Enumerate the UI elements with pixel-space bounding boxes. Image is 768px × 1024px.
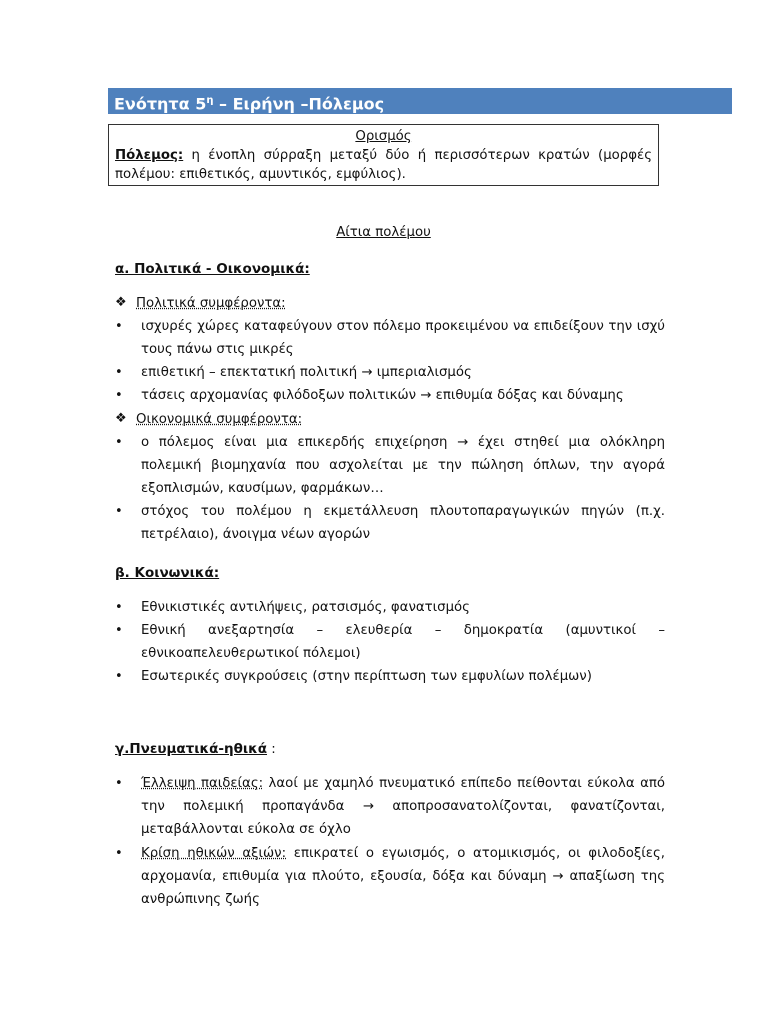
section-c-title-line bbox=[115, 738, 665, 761]
bullet-icon: • bbox=[115, 669, 123, 684]
section-header bbox=[108, 88, 732, 114]
four-diamond-icon: ❖ bbox=[115, 411, 127, 426]
definition-title: Ορισμός bbox=[355, 129, 412, 144]
causes-title: Αίτια πολέμου bbox=[336, 225, 431, 240]
bullet-icon: • bbox=[115, 504, 123, 519]
definition-box bbox=[108, 124, 659, 186]
item-term: Έλλειψη παιδείας: bbox=[141, 776, 264, 791]
bullet-icon: • bbox=[115, 600, 123, 615]
list-item: ισχυρές χώρες καταφεύγουν στον πόλεμο προκειμένου να επιδείξουν την ισχύ τους πάνω στις μικρές bbox=[141, 319, 665, 357]
section-a-sub1: Πολιτικά συμφέροντα: bbox=[136, 296, 286, 311]
list-item bbox=[141, 772, 665, 841]
bullet-icon: • bbox=[115, 365, 123, 380]
bullet-icon: • bbox=[115, 435, 123, 450]
list-item: στόχος του πολέμου η εκμετάλλευση πλουτοπαραγωγικών πηγών (π.χ. πετρέλαιο), άνοιγμα νέων αγορών bbox=[141, 504, 665, 542]
item-text: λαοί με χαμηλό πνευματικό επίπεδο πείθονται εύκολα από την πολεμική προπαγάνδα → αποπροσανατολίζονται, φανατίζονται, μεταβάλλονται εύκολα σε όχλο bbox=[141, 776, 665, 837]
definition-text bbox=[115, 146, 652, 184]
section-c-colon: : bbox=[267, 742, 276, 757]
section-a-sub2: Οικονομικά συμφέροντα: bbox=[136, 412, 303, 427]
definition-body: η ένοπλη σύρραξη μεταξύ δύο ή περισσότερων κρατών (μορφές πολέμου: επιθετικός, αμυντικός, εμφύλιος). bbox=[115, 148, 652, 182]
section-c-title: γ.Πνευματικά-ηθικά bbox=[115, 741, 268, 757]
header-title-rest: – Ειρήνη –Πόλεμος bbox=[213, 94, 385, 114]
section-a-title: α. Πολιτικά - Οικονομικά: bbox=[115, 261, 310, 277]
section-b-title: β. Κοινωνικά: bbox=[115, 565, 220, 581]
list-item bbox=[141, 842, 665, 911]
bullet-icon: • bbox=[115, 776, 123, 791]
list-item: Εθνικιστικές αντιλήψεις, ρατσισμός, φανατισμός bbox=[141, 600, 470, 615]
bullet-icon: • bbox=[115, 388, 123, 403]
four-diamond-icon: ❖ bbox=[115, 295, 127, 310]
item-term: Κρίση ηθικών αξιών: bbox=[141, 846, 287, 861]
item-text: επικρατεί ο εγωισμός, ο ατομικισμός, οι φιλοδοξίες, αρχομανία, επιθυμία για πλούτο, εξουσία, δόξα και δύναμη → απαξίωση της ανθρώπινης ζωής bbox=[141, 846, 665, 907]
list-item: Εσωτερικές συγκρούσεις (στην περίπτωση των εμφυλίων πολέμων) bbox=[141, 669, 592, 684]
list-item: επιθετική – επεκτατική πολιτική → ιμπεριαλισμός bbox=[141, 365, 472, 380]
list-item: Εθνική ανεξαρτησία – ελευθερία – δημοκρατία (αμυντικοί – εθνικοαπελευθερωτικοί πόλεμοι) bbox=[141, 623, 665, 661]
bullet-icon: • bbox=[115, 623, 123, 638]
definition-term: Πόλεμος: bbox=[115, 148, 184, 163]
header-title: Ενότητα 5 bbox=[114, 94, 207, 114]
header-sup: η bbox=[206, 95, 214, 106]
bullet-icon: • bbox=[115, 319, 123, 334]
bullet-icon: • bbox=[115, 846, 123, 861]
list-item: ο πόλεμος είναι μια επικερδής επιχείρηση → έχει στηθεί μια ολόκληρη πολεμική βιομηχανία που ασχολείται με την πώληση όπλων, την αγορά εξοπλισμών, καυσίμων, φαρμάκων… bbox=[141, 435, 665, 496]
list-item: τάσεις αρχομανίας φιλόδοξων πολιτικών → επιθυμία δόξας και δύναμης bbox=[141, 388, 624, 403]
